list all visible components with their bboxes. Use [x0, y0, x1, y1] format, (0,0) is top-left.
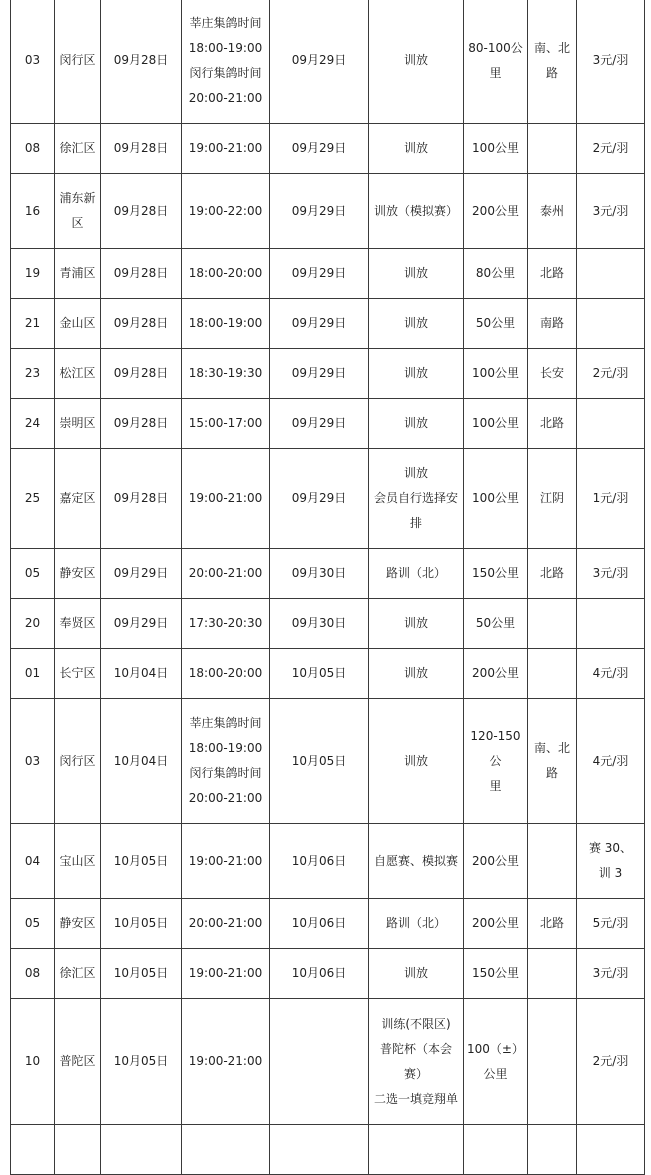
- club-number-cell: 10: [11, 999, 55, 1125]
- release-date-cell: [270, 999, 369, 1125]
- release-type-line: 训放: [403, 966, 428, 980]
- gather-time-line: 18:00-20:00: [188, 266, 263, 280]
- club-number-cell: 05: [11, 899, 55, 949]
- release-type-line: 排: [409, 516, 422, 530]
- gather-time-line: 18:00-20:00: [188, 666, 263, 680]
- release-type-cell: [369, 649, 464, 699]
- release-type-line: 训放: [403, 141, 428, 155]
- table-row: [11, 599, 645, 649]
- gather-date-cell: 10月05日: [101, 999, 182, 1125]
- table-row: [11, 299, 645, 349]
- release-type-line: 路训（北）: [385, 916, 446, 930]
- gather-time-line: 17:30-20:30: [188, 616, 263, 630]
- club-number-cell: 05: [11, 549, 55, 599]
- release-date-cell: 09月29日: [270, 399, 369, 449]
- table-row: [11, 824, 645, 899]
- table-row: [11, 349, 645, 399]
- release-type-cell: [369, 399, 464, 449]
- release-type-cell: [369, 124, 464, 174]
- release-type-cell: [369, 449, 464, 549]
- route-line: 路: [545, 65, 558, 80]
- table-row: [11, 449, 645, 549]
- district-cell: 长宁区: [55, 649, 101, 699]
- fee-cell: [577, 299, 645, 349]
- release-date-cell: 09月29日: [270, 449, 369, 549]
- release-date-cell: 09月29日: [270, 174, 369, 249]
- fee-line: 训 3: [598, 866, 623, 880]
- fee-cell: [577, 174, 645, 249]
- release-date-cell: 09月29日: [270, 0, 369, 124]
- district-cell: 普陀区: [55, 999, 101, 1125]
- release-type-cell: [369, 174, 464, 249]
- release-type-cell: [369, 549, 464, 599]
- club-number-cell: 08: [11, 949, 55, 999]
- district-cell: 嘉定区: [55, 449, 101, 549]
- distance-line: 80公里: [475, 266, 516, 280]
- release-type-line: 会员自行选择安: [373, 491, 458, 505]
- release-type-line: 赛）: [403, 1066, 428, 1081]
- fee-line: 2元/羽: [592, 1054, 629, 1068]
- gather-time-line: 15:00-17:00: [188, 416, 263, 430]
- gather-time-cell: [182, 299, 270, 349]
- district-cell: 闵行区: [55, 0, 101, 124]
- fee-cell: [577, 949, 645, 999]
- table-row: [11, 699, 645, 824]
- club-number-cell: 03: [11, 699, 55, 824]
- district-cell: 宝山区: [55, 824, 101, 899]
- distance-cell: [464, 649, 528, 699]
- fee-cell: [577, 599, 645, 649]
- gather-time-line: 20:00-21:00: [188, 791, 263, 805]
- distance-line: 200公里: [472, 666, 519, 680]
- gather-time-cell: [182, 599, 270, 649]
- distance-cell: [464, 599, 528, 649]
- release-date-cell: 09月30日: [270, 599, 369, 649]
- club-number-cell: 16: [11, 174, 55, 249]
- gather-time-line: 19:00-21:00: [188, 853, 263, 868]
- distance-cell: [464, 999, 528, 1125]
- fee-line: 3元/羽: [592, 53, 629, 67]
- table-row: [11, 124, 645, 174]
- distance-line: 100（±）: [467, 1041, 524, 1056]
- table-row: [11, 549, 645, 599]
- route-line: 长安: [539, 366, 564, 380]
- gather-time-cell: [182, 649, 270, 699]
- release-type-line: 训放: [403, 266, 428, 280]
- route-cell: [528, 449, 577, 549]
- release-type-line: 训放: [403, 753, 428, 768]
- release-type-cell: [369, 1125, 464, 1175]
- gather-time-cell: [182, 899, 270, 949]
- gather-time-line: 19:00-21:00: [188, 491, 263, 505]
- gather-time-cell: [182, 0, 270, 124]
- fee-line: 赛 30、: [588, 841, 633, 855]
- gather-date-cell: 09月29日: [101, 549, 182, 599]
- district-cell: 青浦区: [55, 249, 101, 299]
- route-line: 路: [545, 766, 558, 780]
- fee-line: 3元/羽: [592, 966, 629, 980]
- distance-line: 200公里: [472, 916, 519, 930]
- distance-cell: [464, 174, 528, 249]
- fee-cell: [577, 449, 645, 549]
- table-row: [11, 249, 645, 299]
- distance-cell: [464, 699, 528, 824]
- release-type-line: 训放: [403, 53, 428, 67]
- gather-time-line: 18:00-19:00: [188, 316, 263, 330]
- release-type-line: 训放: [403, 316, 428, 330]
- route-line: 北路: [539, 266, 564, 280]
- route-line: 北路: [539, 566, 564, 580]
- route-cell: [528, 349, 577, 399]
- gather-date-cell: 10月05日: [101, 899, 182, 949]
- gather-time-cell: [182, 449, 270, 549]
- district-cell: 静安区: [55, 899, 101, 949]
- release-date-cell: 09月29日: [270, 299, 369, 349]
- route-cell: [528, 699, 577, 824]
- gather-date-cell: 09月28日: [101, 349, 182, 399]
- table-row: [11, 174, 645, 249]
- fee-cell: [577, 899, 645, 949]
- distance-line: 200公里: [472, 853, 519, 868]
- gather-time-line: 20:00-21:00: [188, 566, 263, 580]
- release-type-line: 训练(不限区): [381, 1016, 451, 1031]
- distance-cell: [464, 399, 528, 449]
- fee-line: 2元/羽: [592, 366, 629, 380]
- release-date-cell: 09月29日: [270, 249, 369, 299]
- route-line: 江阴: [539, 491, 564, 505]
- fee-cell: [577, 0, 645, 124]
- release-date-cell: 10月06日: [270, 824, 369, 899]
- gather-date-cell: 10月04日: [101, 649, 182, 699]
- distance-line: 120-150公: [470, 728, 521, 768]
- release-type-cell: [369, 999, 464, 1125]
- gather-time-line: 闵行集鸽时间: [189, 65, 262, 80]
- club-number-cell: 19: [11, 249, 55, 299]
- release-type-line: 自愿赛、模拟赛: [373, 853, 458, 868]
- release-type-line: 路训（北）: [385, 566, 446, 580]
- district-cell: 闵行区: [55, 699, 101, 824]
- distance-cell: [464, 824, 528, 899]
- route-cell: [528, 949, 577, 999]
- release-type-cell: [369, 824, 464, 899]
- table-row: [11, 899, 645, 949]
- gather-time-cell: [182, 249, 270, 299]
- distance-line: 50公里: [475, 316, 516, 330]
- fee-cell: [577, 999, 645, 1125]
- release-type-line: 训放: [403, 416, 428, 430]
- fee-line: 4元/羽: [592, 666, 629, 680]
- fee-cell: [577, 249, 645, 299]
- release-type-line: 训放: [403, 666, 428, 680]
- club-number-cell: [11, 1125, 55, 1175]
- route-cell: [528, 824, 577, 899]
- fee-cell: [577, 124, 645, 174]
- distance-cell: [464, 0, 528, 124]
- district-cell: 徐汇区: [55, 949, 101, 999]
- club-number-cell: 08: [11, 124, 55, 174]
- district-cell: 静安区: [55, 549, 101, 599]
- distance-cell: [464, 449, 528, 549]
- release-date-cell: 10月06日: [270, 949, 369, 999]
- gather-time-cell: [182, 174, 270, 249]
- distance-cell: [464, 549, 528, 599]
- gather-time-cell: [182, 549, 270, 599]
- fee-cell: [577, 649, 645, 699]
- gather-date-cell: 10月05日: [101, 949, 182, 999]
- club-number-cell: 24: [11, 399, 55, 449]
- gather-time-line: 19:00-22:00: [188, 203, 263, 218]
- gather-date-cell: 10月04日: [101, 699, 182, 824]
- gather-date-cell: 10月05日: [101, 824, 182, 899]
- route-cell: [528, 399, 577, 449]
- table-row: [11, 0, 645, 124]
- gather-date-cell: 09月28日: [101, 299, 182, 349]
- release-date-cell: 09月29日: [270, 349, 369, 399]
- gather-time-cell: [182, 1125, 270, 1175]
- gather-time-cell: [182, 824, 270, 899]
- route-cell: [528, 299, 577, 349]
- route-cell: [528, 1125, 577, 1175]
- release-type-cell: [369, 899, 464, 949]
- distance-line: 里: [489, 65, 502, 80]
- table-row: [11, 399, 645, 449]
- distance-line: 80-100公: [468, 40, 523, 55]
- pigeon-schedule-table: [10, 0, 645, 1175]
- release-date-cell: 10月06日: [270, 899, 369, 949]
- release-type-line: 训放: [403, 366, 428, 380]
- release-type-cell: [369, 599, 464, 649]
- gather-date-cell: 09月28日: [101, 249, 182, 299]
- gather-date-cell: 09月28日: [101, 0, 182, 124]
- fee-cell: [577, 349, 645, 399]
- table-body: [11, 0, 645, 1175]
- gather-time-cell: [182, 399, 270, 449]
- release-type-cell: [369, 249, 464, 299]
- gather-time-line: 闵行集鸽时间: [189, 766, 262, 780]
- release-type-line: 训放: [403, 466, 428, 480]
- club-number-cell: 21: [11, 299, 55, 349]
- distance-cell: [464, 299, 528, 349]
- fee-cell: [577, 399, 645, 449]
- table-row: [11, 949, 645, 999]
- gather-time-line: 20:00-21:00: [188, 90, 263, 105]
- fee-cell: [577, 824, 645, 899]
- route-cell: [528, 0, 577, 124]
- distance-line: 150公里: [472, 566, 519, 580]
- club-number-cell: 01: [11, 649, 55, 699]
- distance-cell: [464, 349, 528, 399]
- fee-line: 2元/羽: [592, 141, 629, 155]
- distance-line: 100公里: [472, 491, 519, 505]
- gather-time-line: 18:00-19:00: [188, 40, 263, 55]
- route-cell: [528, 999, 577, 1125]
- distance-line: 100公里: [472, 366, 519, 380]
- release-date-cell: 10月05日: [270, 649, 369, 699]
- club-number-cell: 25: [11, 449, 55, 549]
- distance-cell: [464, 899, 528, 949]
- release-type-cell: [369, 699, 464, 824]
- release-type-line: 二选一填竞翔单: [373, 1091, 458, 1106]
- gather-time-cell: [182, 949, 270, 999]
- distance-line: 50公里: [475, 616, 516, 630]
- distance-cell: [464, 124, 528, 174]
- distance-line: 公里: [483, 1066, 508, 1081]
- gather-time-line: 20:00-21:00: [188, 916, 263, 930]
- release-date-cell: 09月30日: [270, 549, 369, 599]
- gather-date-cell: [101, 1125, 182, 1175]
- gather-time-cell: [182, 349, 270, 399]
- release-date-cell: [270, 1125, 369, 1175]
- district-cell: 松江区: [55, 349, 101, 399]
- fee-line: 4元/羽: [592, 753, 629, 768]
- table-row: [11, 999, 645, 1125]
- route-line: 南、北: [533, 40, 570, 55]
- district-cell: 金山区: [55, 299, 101, 349]
- fee-cell: [577, 699, 645, 824]
- club-number-cell: 04: [11, 824, 55, 899]
- gather-date-cell: 09月28日: [101, 449, 182, 549]
- gather-time-line: 19:00-21:00: [188, 1054, 263, 1068]
- release-type-line: 训放（模拟赛）: [373, 203, 458, 218]
- gather-date-cell: 09月28日: [101, 124, 182, 174]
- district-cell: 奉贤区: [55, 599, 101, 649]
- district-cell: 徐汇区: [55, 124, 101, 174]
- district-cell: [55, 1125, 101, 1175]
- distance-line: 200公里: [472, 203, 519, 218]
- gather-time-cell: [182, 999, 270, 1125]
- table-row: [11, 1125, 645, 1175]
- distance-line: 100公里: [472, 416, 519, 430]
- gather-date-cell: 09月28日: [101, 174, 182, 249]
- release-type-cell: [369, 349, 464, 399]
- club-number-cell: 03: [11, 0, 55, 124]
- release-type-cell: [369, 949, 464, 999]
- distance-line: 150公里: [472, 966, 519, 980]
- route-cell: [528, 599, 577, 649]
- release-date-cell: 10月05日: [270, 699, 369, 824]
- gather-time-line: 18:00-19:00: [188, 741, 263, 755]
- district-cell: 崇明区: [55, 399, 101, 449]
- route-line: 北路: [539, 416, 564, 430]
- table-row: [11, 649, 645, 699]
- distance-cell: [464, 1125, 528, 1175]
- distance-line: 里: [489, 778, 502, 793]
- gather-date-cell: 09月29日: [101, 599, 182, 649]
- route-line: 南路: [539, 316, 564, 330]
- gather-time-line: 莘庄集鸽时间: [189, 716, 262, 730]
- fee-cell: [577, 549, 645, 599]
- route-line: 北路: [539, 916, 564, 930]
- club-number-cell: 20: [11, 599, 55, 649]
- distance-cell: [464, 249, 528, 299]
- club-number-cell: 23: [11, 349, 55, 399]
- fee-line: 3元/羽: [592, 203, 629, 218]
- distance-line: 100公里: [472, 141, 519, 155]
- gather-time-cell: [182, 699, 270, 824]
- gather-time-line: 莘庄集鸽时间: [189, 15, 262, 30]
- release-type-line: 普陀杯（本会: [379, 1041, 452, 1056]
- district-cell: 浦东新区: [55, 174, 101, 249]
- fee-line: 1元/羽: [592, 491, 629, 505]
- release-type-line: 训放: [403, 616, 428, 630]
- fee-line: 3元/羽: [592, 566, 629, 580]
- release-type-cell: [369, 299, 464, 349]
- gather-time-line: 19:00-21:00: [188, 141, 263, 155]
- fee-line: 5元/羽: [592, 916, 629, 930]
- route-cell: [528, 549, 577, 599]
- route-cell: [528, 124, 577, 174]
- route-cell: [528, 174, 577, 249]
- release-date-cell: 09月29日: [270, 124, 369, 174]
- gather-time-line: 18:30-19:30: [188, 366, 263, 380]
- gather-time-line: 19:00-21:00: [188, 966, 263, 980]
- distance-cell: [464, 949, 528, 999]
- release-type-cell: [369, 0, 464, 124]
- route-cell: [528, 249, 577, 299]
- route-cell: [528, 899, 577, 949]
- gather-date-cell: 09月28日: [101, 399, 182, 449]
- fee-cell: [577, 1125, 645, 1175]
- gather-time-cell: [182, 124, 270, 174]
- route-cell: [528, 649, 577, 699]
- route-line: 泰州: [539, 203, 564, 218]
- route-line: 南、北: [533, 741, 570, 755]
